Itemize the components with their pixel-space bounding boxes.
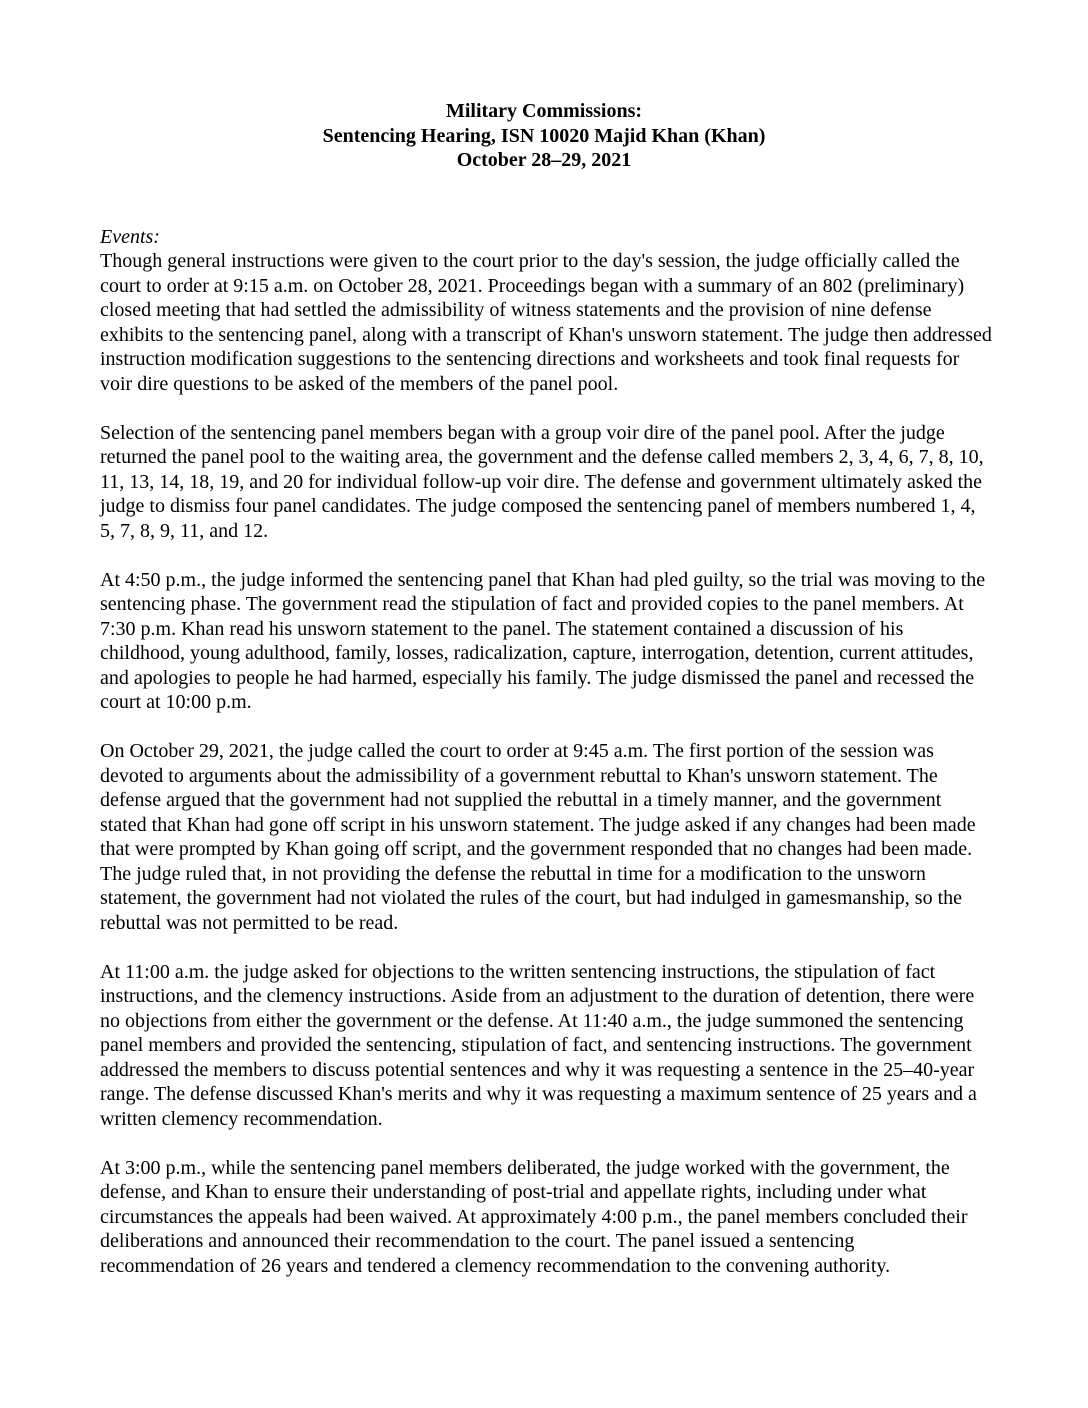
document-title [0, 0, 1088, 173]
events-heading: Events: [100, 225, 160, 248]
paragraph-1: Though general instructions were given to the court prior to the day's session, the judge officially called the court to order at 9:15 a.m. on October 28, 2021. Proceedings began with a summary of an 802 (preliminary) closed meeting that had settled the admissibility of witness statements and the provision of nine defense exhibits to the sentencing panel, along with a transcript of Khan's unsworn statement. The judge then addressed instruction modification suggestions to the sentencing directions and worksheets and took final requests for voir dire questions to be asked of the members of the panel pool. [100, 250, 992, 395]
title-line-1: Military Commissions: [445, 100, 643, 122]
paragraph-6: At 3:00 p.m., while the sentencing panel members deliberated, the judge worked with the government, the defense, and Khan to ensure their understanding of post-trial and appellate rights, including under what circumstances the appeals had been waived. At approximately 4:00 p.m., the panel members concluded their deliberations and announced their recommendation to the court. The panel issued a sentencing recommendation of 26 years and tendered a clemency recommendation to the convening authority. [100, 1156, 968, 1277]
document-body [100, 225, 992, 1279]
paragraph-4: On October 29, 2021, the judge called the court to order at 9:45 a.m. The first portion of the session was devoted to arguments about the admissibility of a government rebuttal to Khan's unsworn statement. The defense argued that the government had not supplied the rebuttal in a timely manner, and the government stated that Khan had gone off script in his unsworn statement. The judge asked if any changes had been made that were prompted by Khan going off script, and the government responded that no changes had been made. The judge ruled that, in not providing the defense the rebuttal in time for a modification to the unsworn statement, the government had not violated the rules of the court, but had indulged in gamesmanship, so the rebuttal was not permitted to be read. [100, 740, 976, 934]
paragraph-5: At 11:00 a.m. the judge asked for objections to the written sentencing instructions, the stipulation of fact instructions, and the clemency instructions. Aside from an adjustment to the duration of detention, there were no objections from either the government or the defense. At 11:40 a.m., the judge summoned the sentencing panel members and provided the sentencing, stipulation of fact, and sentencing instructions. The government addressed the members to discuss potential sentences and why it was requesting a sentence in the 25–40-year range. The defense discussed Khan's merits and why it was requesting a maximum sentence of 25 years and a written clemency recommendation. [100, 960, 977, 1130]
paragraph-3: At 4:50 p.m., the judge informed the sentencing panel that Khan had pled guilty, so the trial was moving to the sentencing phase. The government read the stipulation of fact and provided copies to the panel members. At 7:30 p.m. Khan read his unsworn statement to the panel. The statement contained a discussion of his childhood, young adulthood, family, losses, radicalization, capture, interrogation, detention, current attitudes, and apologies to people he had harmed, especially his family. The judge dismissed the panel and recessed the court at 10:00 p.m. [100, 568, 986, 713]
title-line-3: October 28–29, 2021 [456, 149, 632, 171]
title-line-2: Sentencing Hearing, ISN 10020 Majid Khan (Khan) [322, 124, 766, 147]
paragraph-2: Selection of the sentencing panel members began with a group voir dire of the panel pool. After the judge returned the panel pool to the waiting area, the government and the defense called members 2, 3, 4, 6, 7, 8, 10, 11, 13, 14, 18, 19, and 20 for individual follow-up voir dire. The defense and government ultimately asked the judge to dismiss four panel candidates. The judge composed the sentencing panel of members numbered 1, 4, 5, 7, 8, 9, 11, and 12. [100, 421, 984, 542]
